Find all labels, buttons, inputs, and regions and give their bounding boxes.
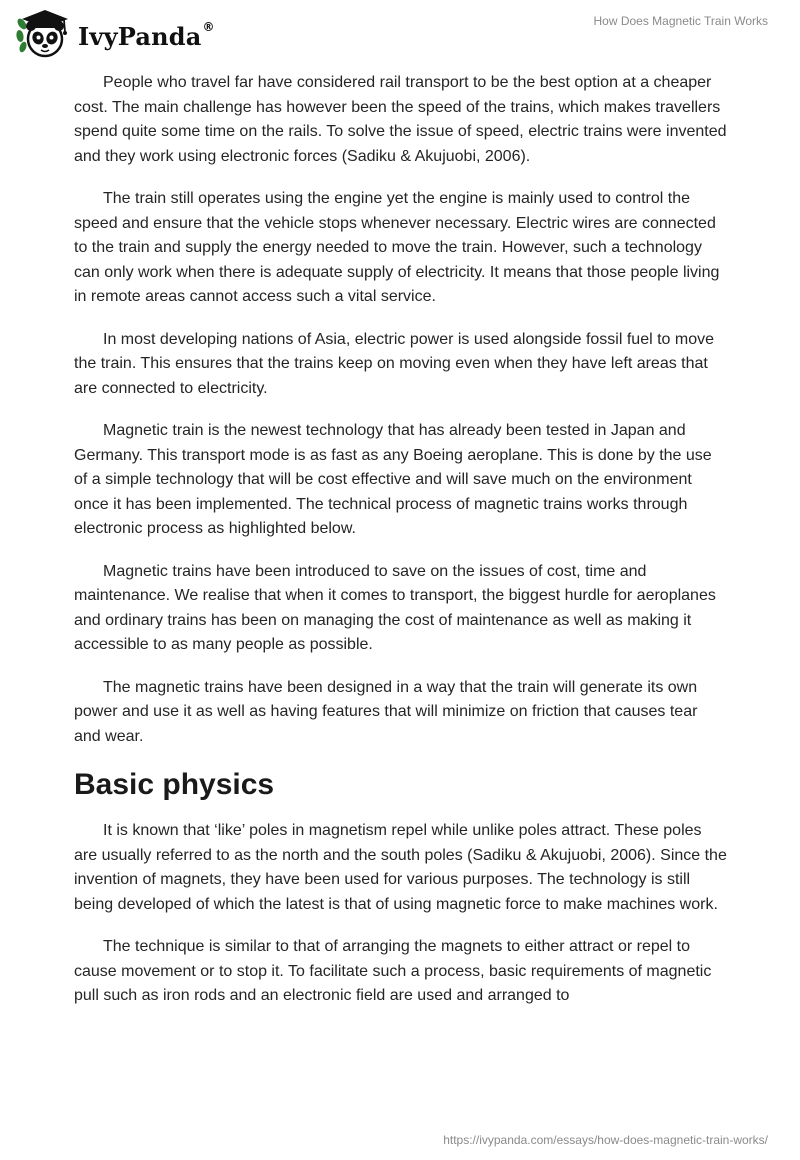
paragraph: It is known that ‘like’ poles in magnetism repel while unlike poles attract. These poles are usually referred to as the north and the south poles (Sadiku & Akujuobi, 2006). Since the invention of magnets, they have been used for various purposes. The technology is still being developed of which the latest is that of using magnetic force to make machines work. bbox=[74, 822, 727, 913]
paragraph: Magnetic train is the newest technology that has already been tested in Japan and Germany. This transport mode is as fast as any Boeing aeroplane. This is done by the use of a simple technology that will be cost effective and will save much on the environment once it has been implemented. The technical process of magnetic trains works through electronic process as highlighted below. bbox=[74, 422, 712, 537]
document-title: How Does Magnetic Train Works bbox=[593, 14, 768, 28]
registered-mark: ® bbox=[202, 19, 215, 34]
source-url[interactable]: https://ivypanda.com/essays/how-does-magnetic-train-works/ bbox=[443, 1133, 768, 1147]
paragraph: People who travel far have considered rail transport to be the best option at a cheaper cost. The main challenge has however been the speed of the trains, which makes travellers spend quite some time on the rails. To solve the issue of speed, electric trains were invented and they work using electronic forces (Sadiku & Akujuobi, 2006). bbox=[74, 74, 727, 165]
paragraph: The train still operates using the engine yet the engine is mainly used to control the speed and ensure that the vehicle stops whenever necessary. Electric wires are connected to the train and supply the energy needed to move the train. However, such a technology can only work when there is adequate supply of electricity. It means that those people living in remote areas cannot access such a vital service. bbox=[74, 190, 720, 305]
paragraph: The magnetic trains have been designed in a way that the train will generate its own power and use it as well as having features that will minimize on friction that causes tear and wear. bbox=[74, 678, 698, 745]
paragraph: Magnetic trains have been introduced to save on the issues of cost, time and maintenance. We realise that when it comes to transport, the biggest hurdle for aeroplanes and ordinary trains has been on managing the cost of maintenance as well as making it accessible to as many people as possible. bbox=[74, 562, 716, 653]
brand-name: IvyPanda® bbox=[78, 19, 215, 51]
section-heading: Basic physics bbox=[74, 768, 275, 801]
paragraph: The technique is similar to that of arranging the magnets to either attract or repel to cause movement or to stop it. To facilitate such a process, basic requirements of magnetic pull such as iron rods and an electronic field are used and arranged to bbox=[74, 938, 712, 1004]
essay-content bbox=[74, 71, 728, 1027]
ivypanda-logo[interactable] bbox=[14, 6, 215, 62]
paragraph: In most developing nations of Asia, electric power is used alongside fossil fuel to move the train. This ensures that the trains keep on moving even when they have left areas that are connected to electricity. bbox=[74, 330, 714, 397]
page-header bbox=[0, 0, 800, 70]
panda-graduate-logo-icon bbox=[14, 6, 72, 62]
